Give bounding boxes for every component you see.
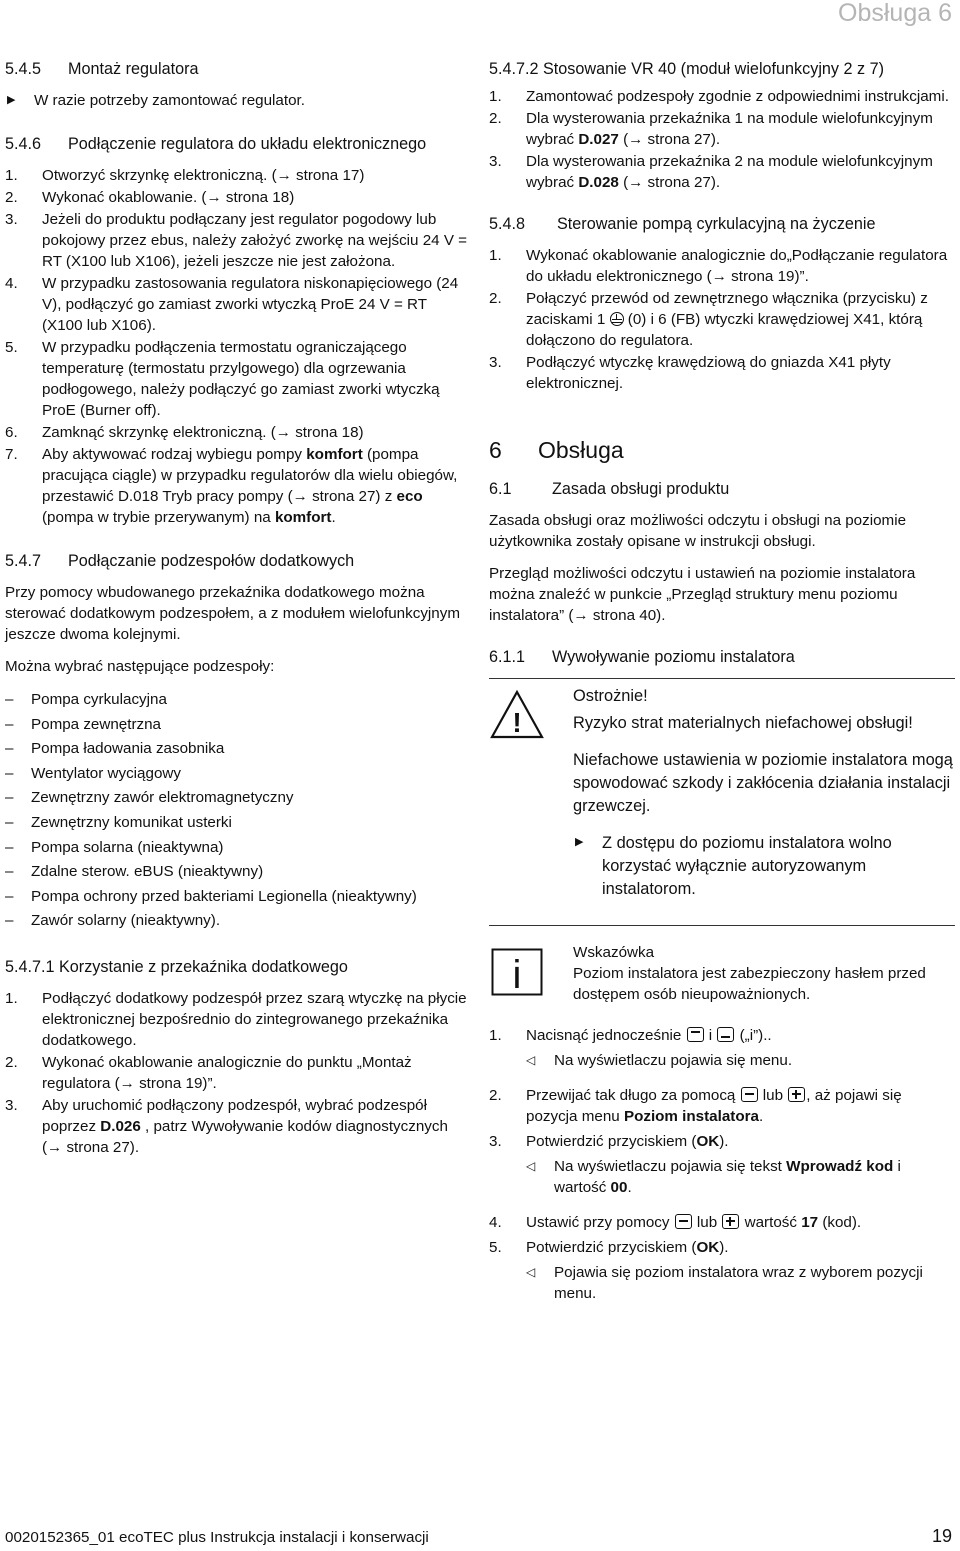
list-item: 2. Wykonać okablowanie. (→ strona 18) xyxy=(5,189,295,206)
key-bottom-icon xyxy=(717,1027,734,1042)
note-box xyxy=(489,925,955,1005)
component-list xyxy=(5,688,468,934)
heading-5-4-5 xyxy=(5,58,468,80)
list-item: 2. Wykonać okablowanie analogicznie do punktu „Montaż regulatora (→ strona 19)”. xyxy=(5,1053,412,1092)
note-title: Wskazówka xyxy=(573,944,655,961)
list-item: – Zawór solarny (nieaktywny). xyxy=(5,912,221,930)
heading-5-4-8: 5.4.8 Sterowanie pompą cyrkulacyjną na życzenie xyxy=(489,215,876,233)
caution-box xyxy=(489,678,955,901)
result-icon: ◁ xyxy=(526,1053,536,1067)
heading-5-4-7 xyxy=(5,550,468,572)
result-icon: ◁ xyxy=(526,1265,536,1279)
list-item: 1. Zamontować podzespoły zgodnie z odpowiednimi instrukcjami. xyxy=(489,88,949,105)
list-item: 3. Potwierdzić przyciskiem (OK). xyxy=(489,1133,729,1150)
left-column xyxy=(5,58,468,1169)
heading-number: 5.4.5 xyxy=(5,60,42,78)
list-item: 3. Jeżeli do produktu podłączany jest regulator pogodowy lub pokojowy przez ebus, należy założyć zworkę na wejściu 24 V = RT (X100 lub X106), jeżeli jeszcze nie jest założona. xyxy=(5,211,468,270)
caution-title: Ostrożnie! xyxy=(573,687,648,705)
list-item: – Pompa ładowania zasobnika xyxy=(5,740,225,758)
steps-5-4-7-2 xyxy=(489,86,955,193)
page-footer xyxy=(5,1526,952,1548)
caution-text: Niefachowe ustawienia w poziomie instalatora mogą spowodować szkody i zakłócenia działania instalacji grzewczej. xyxy=(573,751,953,815)
instruction-bullet xyxy=(5,90,468,111)
result-line: ◁ Na wyświetlaczu pojawia się menu. xyxy=(526,1052,793,1069)
arrow-icon: ▶ xyxy=(575,836,584,848)
info-icon xyxy=(491,948,543,996)
heading-6-1-1: 6.1.1 Wywoływanie poziomu instalatora xyxy=(489,648,795,666)
heading-number: 5.4.7 xyxy=(5,552,42,570)
caution-subtitle: Ryzyko strat materialnych niefachowej obsługi! xyxy=(573,714,913,732)
list-item: 3. Dla wysterowania przekaźnika 2 na module wielofunkcyjnym wybrać D.028 (→ strona 27). xyxy=(489,153,933,191)
list-item: – Pompa ochrony przed bakteriami Legionella (nieaktywny) xyxy=(5,887,417,905)
heading-5-4-6 xyxy=(5,133,468,155)
chapter-header: Obsługa 6 xyxy=(838,0,952,27)
heading-5-4-7-1: 5.4.7.1 Korzystanie z przekaźnika dodatkowego xyxy=(5,957,348,976)
list-item: 4. Ustawić przy pomocy lub wartość 17 (kod). xyxy=(489,1214,862,1231)
warning-triangle-icon xyxy=(489,689,545,741)
key-top-icon xyxy=(687,1027,704,1042)
list-item: – Wentylator wyciągowy xyxy=(5,764,181,782)
heading-6-1: 6.1 Zasada obsługi produktu xyxy=(489,480,730,498)
ground-icon xyxy=(610,312,624,326)
result-icon: ◁ xyxy=(526,1159,536,1173)
minus-key-icon xyxy=(741,1087,758,1102)
list-item: 6. Zamknąć skrzynkę elektroniczną. (→ strona 18) xyxy=(5,424,364,441)
list-item: – Zewnętrzny komunikat usterki xyxy=(5,813,232,831)
result-line: ◁ Pojawia się poziom instalatora wraz z wyborem pozycji menu. xyxy=(526,1264,923,1302)
list-item: 1. Podłączyć dodatkowy podzespół przez szarą wtyczkę na płycie elektronicznej bezpośrednio do zintegrowanego przekaźnika dodatkowego. xyxy=(5,989,467,1049)
page-number: 19 xyxy=(931,1526,952,1546)
list-item: 1. Otworzyć skrzynkę elektroniczną. (→ strona 17) xyxy=(5,167,365,184)
steps-6-1-1 xyxy=(489,1025,955,1304)
steps-5-4-7-1 xyxy=(5,988,468,1158)
svg-text:i: i xyxy=(512,953,522,996)
footer-doc-title: 0020152365_01 ecoTEC plus Instrukcja instalacji i konserwacji xyxy=(5,1529,429,1546)
minus-key-icon xyxy=(675,1214,692,1229)
plus-key-icon xyxy=(722,1214,739,1229)
list-item: 4. W przypadku zastosowania regulatora niskonapięciowego (24 V), podłączyć go zamiast zworki wtyczką ProE 24 V = RT (X100 lub X106). xyxy=(5,275,459,334)
caution-bullet: ▶ Z dostępu do poziomu instalatora wolno korzystać wyłącznie autoryzowanym instalatorom. xyxy=(573,832,955,901)
right-column xyxy=(489,58,955,1318)
plus-key-icon xyxy=(788,1087,805,1102)
list-item: 2. Przewijać tak długo za pomocą lub , aż pojawi się pozycja menu Poziom instalatora. xyxy=(489,1087,902,1125)
list-item: 5. Potwierdzić przyciskiem (OK). xyxy=(489,1239,729,1256)
list-item: 1. Nacisnąć jednocześnie i („i”).. xyxy=(489,1027,772,1044)
steps-5-4-6 xyxy=(5,165,468,528)
paragraph: Można wybrać następujące podzespoły: xyxy=(5,658,275,675)
list-item: 3. Aby uruchomić podłączony podzespół, wybrać podzespół poprzez D.026 , patrz Wywoływanie kodów diagnostycznych (→ strona 27). xyxy=(5,1096,448,1156)
list-item: 3. Podłączyć wtyczkę krawędziową do gniazda X41 płyty elektronicznej. xyxy=(489,354,891,392)
heading-title: Montaż regulatora xyxy=(68,60,199,78)
list-item: 7. Aby aktywować rodzaj wybiegu pompy komfort (pompa pracująca ciągle) w przypadku regulatorów dla wielu obiegów, przestawić D.018 Tryb pracy pompy (→ strona 27) z eco (pompa w trybie przerywanym) na komfort. xyxy=(5,446,458,526)
heading-number: 5.4.6 xyxy=(5,135,42,153)
steps-5-4-8 xyxy=(489,245,955,394)
list-item: – Pompa solarna (nieaktywna) xyxy=(5,838,224,856)
svg-text:!: ! xyxy=(512,707,522,738)
paragraph: Zasada obsługi oraz możliwości odczytu i obsługi na poziomie użytkownika zostały opisane w instrukcji obsługi. xyxy=(489,512,907,550)
list-item: – Zdalne sterow. eBUS (nieaktywny) xyxy=(5,863,264,881)
list-item: 5. W przypadku podłączenia termostatu ograniczającego temperaturę (termostatu przylgowego) dla ogrzewania podłogowego, należy podłączyć go zamiast zworki wtyczką ProE (Burner off). xyxy=(5,339,440,419)
heading-title: Podłączenie regulatora do układu elektronicznego xyxy=(68,135,427,153)
list-item: – Zewnętrzny zawór elektromagnetyczny xyxy=(5,789,294,807)
list-item: 2. Dla wysterowania przekaźnika 1 na module wielofunkcyjnym wybrać D.027 (→ strona 27). xyxy=(489,110,933,148)
note-text: Poziom instalatora jest zabezpieczony hasłem przed dostępem osób nieupoważnionych. xyxy=(573,965,926,1003)
paragraph: Przy pomocy wbudowanego przekaźnika dodatkowego można sterować dodatkowym podzespołem, a z modułem wielofunkcyjnym jeszcze dwoma kolejnymi. xyxy=(5,584,460,643)
list-item: 2. Połączyć przewód od zewnętrznego włącznika (przycisku) z zaciskami 1 (0) i 6 (FB) wtyczki krawędziowej X41, którą dołączono do regulatora. xyxy=(489,290,928,349)
list-item: – Pompa zewnętrzna xyxy=(5,715,162,733)
heading-title: Podłączanie podzespołów dodatkowych xyxy=(68,552,355,570)
list-item: 1. Wykonać okablowanie analogicznie do„Podłączanie regulatora do układu elektronicznego (→ strona 19)”. xyxy=(489,247,948,285)
chapter-heading-6: 6 Obsługa xyxy=(489,437,624,463)
bullet-text: W razie potrzeby zamontować regulator. xyxy=(34,92,305,109)
result-line: ◁ Na wyświetlaczu pojawia się tekst Wprowadź kod i wartość 00. xyxy=(526,1158,901,1196)
arrow-icon: ▶ xyxy=(7,94,16,106)
paragraph: Przegląd możliwości odczytu i ustawień na poziomie instalatora można znaleźć w punkcie „Przegląd struktury menu poziomu instalatora” (→ strona 40). xyxy=(489,565,916,624)
list-item: – Pompa cyrkulacyjna xyxy=(5,691,167,708)
heading-5-4-7-2: 5.4.7.2 Stosowanie VR 40 (moduł wielofunkcyjny 2 z 7) xyxy=(489,60,884,78)
